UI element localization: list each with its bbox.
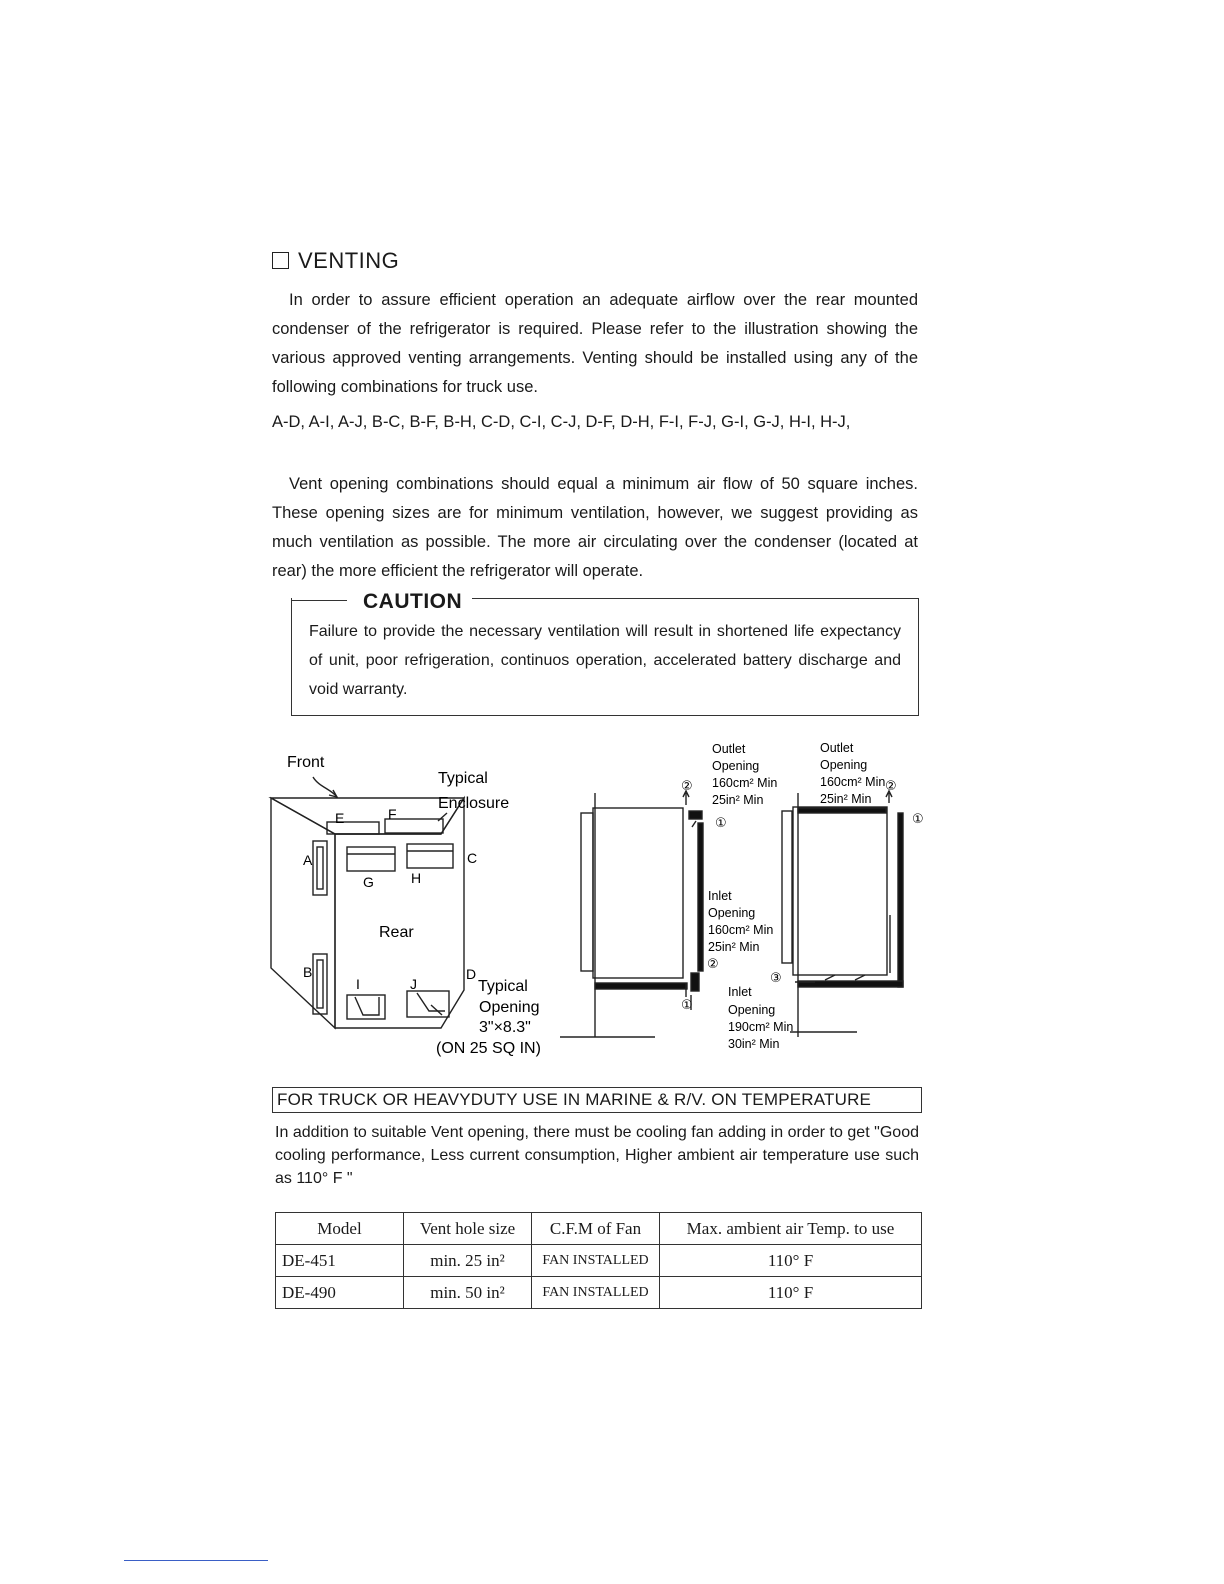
right-outlet-1: Opening bbox=[820, 758, 868, 772]
enclosure-drawing bbox=[271, 777, 464, 1028]
left-inlet-3: 25in² Min bbox=[708, 940, 760, 954]
table-row bbox=[276, 1277, 922, 1309]
vent-letter-g: G bbox=[363, 874, 374, 890]
left-mark-2-top: ② bbox=[681, 778, 693, 793]
label-opening-4: (ON 25 SQ IN) bbox=[436, 1040, 541, 1057]
right-outlet-3: 25in² Min bbox=[820, 792, 872, 806]
cell-max-ambient-temp: 110° F bbox=[660, 1277, 922, 1309]
caution-rule-left bbox=[291, 600, 347, 601]
vent-letter-b: B bbox=[303, 964, 313, 980]
table-header-row bbox=[276, 1213, 922, 1245]
left-outlet-2: 160cm² Min bbox=[712, 776, 778, 790]
vent-letter-d: D bbox=[466, 966, 477, 982]
intro-paragraph: In order to assure efficient operation an adequate airflow over the rear mounted condenser of the refrigerator is required. Please refer to the illustration showing the various approved venting arrangements. Venting should be installed using any of the following combinations for truck use. bbox=[272, 291, 918, 396]
right-mark-2-top: ② bbox=[885, 778, 897, 793]
minimum-airflow-paragraph: Vent opening combinations should equal a minimum air flow of 50 square inches. These opening sizes are for minimum ventilation, however, we suggest providing as much ventilation as possible. The more air circulating over the condenser (located at rear) the more efficient the refrigerator will operate. bbox=[272, 475, 918, 580]
header-vent-hole-size: Vent hole size bbox=[404, 1213, 532, 1245]
label-rear: Rear bbox=[379, 924, 414, 941]
right-inlet-0: Inlet bbox=[728, 985, 752, 999]
right-inlet-3: 30in² Min bbox=[728, 1037, 780, 1051]
caution-title: CAUTION bbox=[363, 590, 463, 613]
left-mark-1-top: ① bbox=[715, 815, 727, 830]
cell-vent-hole-size: min. 25 in² bbox=[404, 1245, 532, 1277]
left-inlet-1: Opening bbox=[708, 906, 756, 920]
vent-requirements-table bbox=[275, 1212, 922, 1309]
combinations-list: A-D, A-I, A-J, B-C, B-F, B-H, C-D, C-I, C-J, D-F, D-H, F-I, F-J, G-I, G-J, H-I, H-J, bbox=[272, 413, 851, 431]
vent-letter-i: I bbox=[356, 976, 360, 992]
left-outlet-0: Outlet bbox=[712, 742, 746, 756]
label-opening-3: 3"×8.3" bbox=[479, 1019, 531, 1036]
left-outlet-3: 25in² Min bbox=[712, 793, 764, 807]
label-opening-1: Typical bbox=[478, 978, 528, 995]
left-inlet-2: 160cm² Min bbox=[708, 923, 774, 937]
vent-letter-c: C bbox=[467, 850, 478, 866]
left-inlet-0: Inlet bbox=[708, 889, 732, 903]
caution-rule-right bbox=[472, 598, 918, 599]
right-inlet-1: Opening bbox=[728, 1003, 776, 1017]
right-mark-3: ③ bbox=[770, 970, 782, 985]
label-typical-enclosure-1: Typical bbox=[438, 770, 488, 787]
section-title: VENTING bbox=[298, 248, 400, 273]
cell-cfm-of-fan: FAN INSTALLED bbox=[532, 1245, 660, 1277]
installation-right-drawing bbox=[782, 791, 903, 1037]
right-mark-1-top: ① bbox=[912, 811, 924, 826]
venting-diagram bbox=[255, 735, 955, 1065]
label-opening-2: Opening bbox=[479, 999, 540, 1016]
vent-letter-j: J bbox=[410, 976, 417, 992]
left-mark-1-bottom: ① bbox=[681, 997, 693, 1012]
left-outlet-1: Opening bbox=[712, 759, 760, 773]
label-typical-enclosure-2: Enclosure bbox=[438, 795, 510, 812]
right-outlet-0: Outlet bbox=[820, 741, 854, 755]
cell-model: DE-451 bbox=[276, 1245, 404, 1277]
header-cfm-of-fan: C.F.M of Fan bbox=[532, 1213, 660, 1245]
vent-letter-e: E bbox=[335, 810, 345, 826]
table-row bbox=[276, 1245, 922, 1277]
truck-use-text: In addition to suitable Vent opening, there must be cooling fan adding in order to get "Good cooling performance, Less current consumption, Higher ambient air temperature use such as 110° F " bbox=[275, 1124, 919, 1187]
header-max-ambient-temp: Max. ambient air Temp. to use bbox=[660, 1213, 922, 1245]
vent-letter-h: H bbox=[411, 870, 422, 886]
header-model: Model bbox=[276, 1213, 404, 1245]
vent-letter-f: F bbox=[388, 806, 397, 822]
left-mark-2-mid: ② bbox=[707, 956, 719, 971]
label-front: Front bbox=[287, 754, 325, 771]
footer-rule bbox=[124, 1560, 268, 1561]
caution-text: Failure to provide the necessary ventilation will result in shortened life expectancy of unit, poor refrigeration, continuos operation, accelerated battery discharge and void warranty. bbox=[309, 623, 901, 698]
cell-model: DE-490 bbox=[276, 1277, 404, 1309]
right-inlet-2: 190cm² Min bbox=[728, 1020, 794, 1034]
right-outlet-2: 160cm² Min bbox=[820, 775, 886, 789]
checkbox-square-icon bbox=[272, 252, 289, 269]
cell-max-ambient-temp: 110° F bbox=[660, 1245, 922, 1277]
cell-vent-hole-size: min. 50 in² bbox=[404, 1277, 532, 1309]
vent-letter-a: A bbox=[303, 852, 313, 868]
section-heading bbox=[272, 248, 399, 274]
cell-cfm-of-fan: FAN INSTALLED bbox=[532, 1277, 660, 1309]
truck-use-heading: FOR TRUCK OR HEAVYDUTY USE IN MARINE & R/V. ON TEMPERATURE bbox=[272, 1087, 922, 1113]
